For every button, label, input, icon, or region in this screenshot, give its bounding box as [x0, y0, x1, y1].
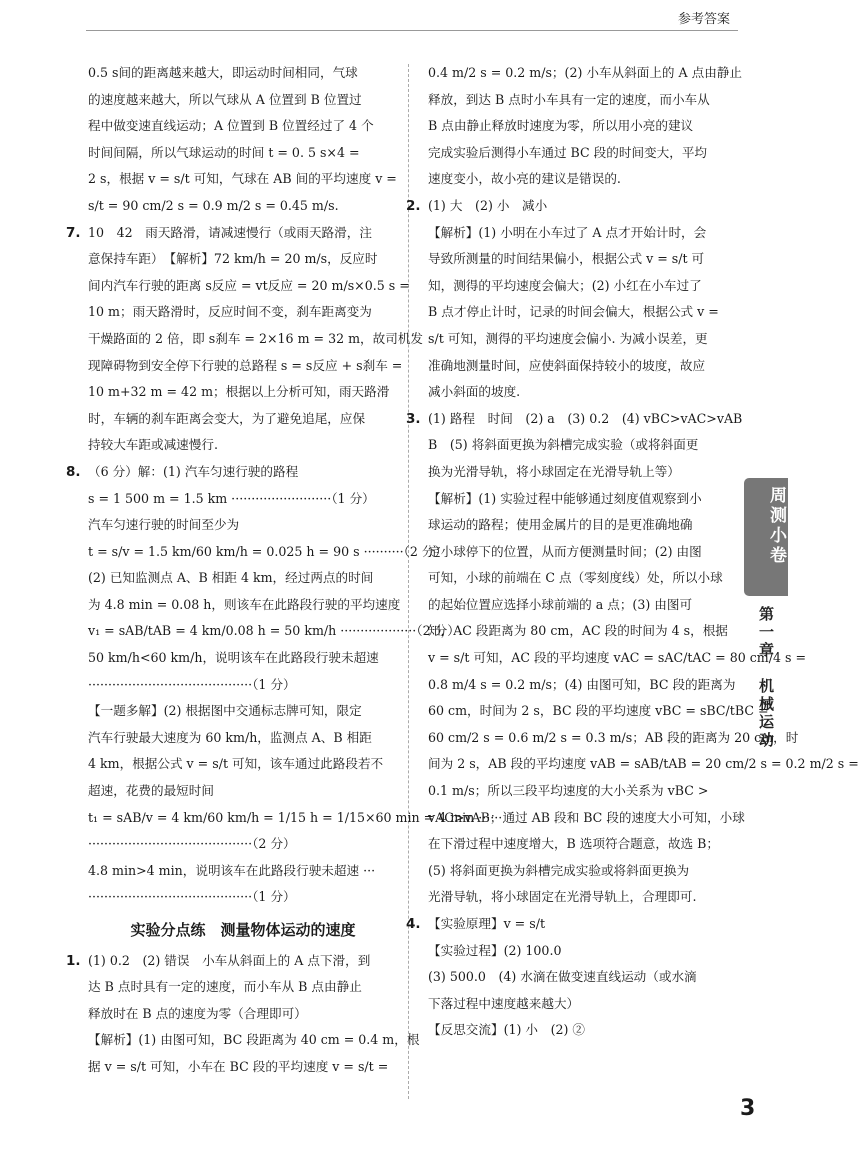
line-text: (5) 将斜面更换为斜槽完成实验或将斜面更换为	[428, 862, 690, 878]
line-text: t₁ = sAB/v = 4 km/60 km/h = 1/15 h = 1/15×60 min = 4 min ······	[88, 809, 503, 825]
text-line	[428, 698, 769, 725]
text-line	[88, 592, 401, 619]
header-rule	[86, 30, 738, 31]
page-number: 3	[740, 1096, 756, 1121]
line-text: 的起始位置应选择小球前端的 a 点；(3) 由图可	[428, 596, 693, 612]
line-text: （6 分）解：(1) 汽车匀速行驶的路程	[88, 463, 299, 479]
question-number: 8.	[66, 463, 81, 480]
line-text: 光滑导轨，将小球固定在光滑导轨上，合理即可.	[428, 889, 697, 905]
line-text: (1) 路程 时间 (2) a (3) 0.2 (4) vBC>vAC>vAB	[428, 410, 743, 426]
line-text: 汽车行驶最大速度为 60 km/h，监测点 A、B 相距	[88, 729, 372, 745]
text-line	[428, 938, 730, 965]
text-line	[406, 193, 730, 220]
line-text: 10 m；雨天路滑时，反应时间不变，刹车距离变为	[88, 304, 372, 320]
text-line	[88, 353, 403, 380]
text-line	[88, 884, 398, 911]
line-text: v₁ = sAB/tAB = 4 km/0.08 h = 50 km/h ···················（2 分）	[88, 623, 460, 639]
text-line	[88, 273, 410, 300]
text-line	[88, 246, 398, 273]
text-line	[88, 672, 398, 699]
text-line	[406, 911, 730, 938]
text-line	[428, 991, 730, 1018]
text-line	[428, 379, 730, 406]
text-line	[428, 459, 730, 486]
text-line	[66, 220, 398, 247]
line-text: 时，车辆的刹车距离会变大，为了避免追尾，应保	[88, 410, 366, 426]
text-line	[428, 486, 730, 513]
line-text: (3) 500.0 (4) 水滴在做变速直线运动（或水滴	[428, 969, 697, 985]
text-line	[428, 113, 730, 140]
text-line	[88, 1054, 398, 1081]
text-line	[428, 565, 730, 592]
text-line	[88, 60, 398, 87]
line-text: 速度变小，故小亮的建议是错误的.	[428, 171, 621, 187]
line-text: s/t = 90 cm/2 s = 0.9 m/2 s = 0.45 m/s.	[88, 197, 339, 213]
chapter-tab-label: 周测小卷	[766, 486, 786, 566]
text-line	[88, 486, 398, 513]
text-line	[88, 166, 398, 193]
line-text: B 点由静止释放时速度为零，所以用小亮的建议	[428, 118, 694, 134]
question-number: 7.	[66, 224, 81, 241]
text-line	[88, 1001, 398, 1028]
text-line	[428, 353, 730, 380]
text-line	[428, 725, 799, 752]
line-text: 2 s，根据 v = s/t 可知，气球在 AB 间的平均速度 v =	[88, 171, 397, 187]
text-line	[88, 831, 398, 858]
line-text: 60 cm/2 s = 0.6 m/2 s = 0.3 m/s；AB 段的距离为 20 cm，时	[428, 729, 799, 745]
text-line	[428, 831, 730, 858]
section-title: 实验分点练 测量物体运动的速度	[130, 921, 356, 939]
line-text: 意保持车距） 【解析】72 km/h = 20 m/s，反应时	[88, 251, 378, 267]
line-text: 超速，花费的最短时间	[88, 783, 214, 799]
line-text: 可知，小球的前端在 C 点（零刻度线）处，所以小球	[428, 570, 723, 586]
line-text: 准确地测量时间，应使斜面保持较小的坡度，故应	[428, 357, 706, 373]
text-line	[428, 645, 807, 672]
line-text: 4 km，根据公式 v = s/t 可知，该车通过此路段若不	[88, 756, 384, 772]
text-line	[428, 326, 730, 353]
line-text: B (5) 将斜面更换为斜槽完成实验（或将斜面更	[428, 437, 699, 453]
line-text: 50 km/h<60 km/h，说明该车在此路段行驶未超速	[88, 650, 379, 666]
line-text: s/t 可知，测得的平均速度会偏小. 为减小误差，更	[428, 330, 708, 346]
text-line	[428, 884, 730, 911]
line-text: 【一题多解】(2) 根据图中交通标志牌可知，限定	[88, 703, 362, 719]
line-text: 0.4 m/2 s = 0.2 m/s；(2) 小车从斜面上的 A 点由静止	[428, 65, 743, 80]
line-text: 释放时在 B 点的速度为零（合理即可）	[88, 1005, 307, 1021]
line-text: 【实验原理】v = s/t	[428, 916, 546, 931]
line-text: 释放，到达 B 点时小车具有一定的速度，而小车从	[428, 91, 710, 107]
line-text: 换为光滑导轨，将小球固定在光滑导轨上等）	[428, 463, 680, 479]
question-number: 4.	[406, 916, 421, 932]
line-text: 据 v = s/t 可知，小车在 BC 段的平均速度 v = s/t =	[88, 1058, 389, 1074]
chapter-tab[interactable]	[744, 478, 788, 596]
text-line	[428, 220, 730, 247]
text-line	[428, 273, 730, 300]
text-line	[88, 645, 398, 672]
text-line	[406, 406, 743, 433]
text-line	[88, 87, 398, 114]
line-text: 间为 2 s，AB 段的平均速度 vAB = sAB/tAB = 20 cm/2 s = 0.2 m/2 s =	[428, 756, 859, 772]
line-text: 减小斜面的坡度.	[428, 384, 521, 400]
line-text: ·········································（2 分）	[88, 836, 296, 852]
text-line	[88, 725, 398, 752]
line-text: 完成实验后测得小车通过 BC 段的时间变大，平均	[428, 144, 708, 160]
text-line	[88, 539, 448, 566]
line-text: 定小球停下的位置，从而方便测量时间；(2) 由图	[428, 543, 702, 559]
text-line	[428, 512, 730, 539]
text-line	[66, 459, 398, 486]
line-text: 10 42 雨天路滑，请减速慢行（或雨天路滑，注	[88, 224, 372, 240]
text-line	[66, 948, 398, 975]
question-number: 3.	[406, 410, 421, 427]
text-line	[88, 805, 503, 832]
chapter-label: 第一章 机械运动	[757, 606, 775, 750]
text-line	[428, 964, 730, 991]
line-text: 汽车匀速行驶的时间至少为	[88, 517, 240, 533]
line-text: v = s/t 可知，AC 段的平均速度 vAC = sAC/tAC = 80 cm/4 s =	[428, 650, 807, 666]
text-line	[88, 858, 398, 885]
line-text: 球运动的路程；使用金属片的目的是更准确地确	[428, 517, 693, 533]
line-text: 10 m+32 m = 42 m；根据以上分析可知，雨天路滑	[88, 384, 390, 400]
text-line	[88, 379, 398, 406]
text-line	[428, 805, 745, 832]
text-line	[88, 974, 398, 1001]
line-text: 时间间隔，所以气球运动的时间 t = 0. 5 s×4 =	[88, 144, 360, 160]
question-number: 1.	[66, 952, 81, 969]
line-text: 【解析】(1) 由图可知，BC 段距离为 40 cm = 0.4 m，根	[88, 1032, 420, 1048]
line-text: 知，AC 段距离为 80 cm，AC 段的时间为 4 s，根据	[428, 623, 728, 639]
line-text: 【反思交流】(1) 小 (2) ②	[428, 1022, 586, 1038]
line-text: 为 4.8 min = 0.08 h，则该车在此路段行驶的平均速度	[88, 596, 401, 612]
text-line	[428, 246, 730, 273]
line-text: (2) 已知监测点 A、B 相距 4 km，经过两点的时间	[88, 570, 374, 586]
question-number: 2.	[406, 197, 421, 214]
text-line	[428, 87, 730, 114]
line-text: B 点才停止计时，记录的时间会偏大，根据公式 v =	[428, 304, 719, 320]
text-line	[428, 778, 730, 805]
text-line	[428, 60, 743, 87]
text-line	[428, 618, 730, 645]
line-text: 0.1 m/s；所以三段平均速度的大小关系为 vBC >	[428, 783, 709, 799]
line-text: 在下滑过程中速度增大，B 选项符合题意，故选 B；	[428, 836, 719, 852]
text-line	[428, 858, 730, 885]
text-line	[88, 113, 398, 140]
line-text: 0.8 m/4 s = 0.2 m/s；(4) 由图可知，BC 段的距离为	[428, 676, 736, 692]
line-text: vAC>vAB；通过 AB 段和 BC 段的速度大小可知，小球	[428, 809, 745, 825]
text-line	[88, 140, 398, 167]
line-text: 的速度越来越大，所以气球从 A 位置到 B 位置过	[88, 91, 362, 107]
line-text: 达 B 点时具有一定的速度，而小车从 B 点由静止	[88, 979, 362, 995]
line-text: 导致所测量的时间结果偏小，根据公式 v = s/t 可	[428, 251, 705, 267]
line-text: 4.8 min>4 min，说明该车在此路段行驶未超速 ···	[88, 862, 376, 878]
text-line	[88, 1027, 420, 1054]
text-line	[428, 672, 736, 699]
text-line	[88, 326, 424, 353]
text-line	[428, 140, 730, 167]
line-text: 【实验过程】(2) 100.0	[428, 942, 562, 958]
text-line	[428, 1017, 730, 1044]
line-text: 程中做变速直线运动；A 位置到 B 位置经过了 4 个	[88, 118, 374, 134]
text-line	[428, 299, 730, 326]
line-text: ·········································（1 分）	[88, 676, 296, 692]
text-line	[88, 618, 460, 645]
text-line	[428, 592, 730, 619]
line-text: 【解析】(1) 实验过程中能够通过刻度值观察到小	[428, 490, 702, 506]
line-text: 0.5 s间的距离越来越大，即运动时间相同，气球	[88, 65, 358, 80]
line-text: 下落过程中速度越来越大）	[428, 995, 580, 1011]
text-line	[88, 299, 398, 326]
text-line	[88, 565, 398, 592]
line-text: 【解析】(1) 小明在小车过了 A 点才开始计时，会	[428, 224, 707, 240]
text-line	[88, 193, 398, 220]
text-line	[88, 406, 398, 433]
line-text: (1) 0.2 (2) 错误 小车从斜面上的 A 点下滑，到	[88, 952, 371, 968]
line-text: 60 cm，时间为 2 s，BC 段的平均速度 vBC = sBC/tBC =	[428, 703, 769, 719]
text-line	[88, 751, 398, 778]
text-line	[428, 751, 859, 778]
text-line	[88, 698, 398, 725]
line-text: s = 1 500 m = 1.5 km ·························（1 分）	[88, 490, 375, 506]
line-text: 现障碍物到安全停下行驶的总路程 s = s反应 + s刹车 =	[88, 357, 403, 373]
line-text: 知，测得的平均速度会偏大；(2) 小红在小车过了	[428, 277, 702, 293]
text-line	[88, 432, 398, 459]
line-text: ·········································（1 分）	[88, 889, 296, 905]
text-line	[88, 512, 398, 539]
line-text: 间内汽车行驶的距离 s反应 = vt反应 = 20 m/s×0.5 s =	[88, 277, 410, 293]
header-label: 参考答案	[677, 12, 730, 27]
text-line	[428, 166, 730, 193]
text-line	[88, 778, 398, 805]
line-text: (1) 大 (2) 小 减小	[428, 197, 548, 213]
line-text: 干燥路面的 2 倍，即 s刹车 = 2×16 m = 32 m，故司机发	[88, 330, 424, 346]
line-text: t = s/v = 1.5 km/60 km/h = 0.025 h = 90 s ··········（2 分）	[88, 543, 448, 559]
text-line	[428, 432, 730, 459]
text-line	[428, 539, 730, 566]
line-text: 持较大车距或减速慢行.	[88, 437, 218, 453]
